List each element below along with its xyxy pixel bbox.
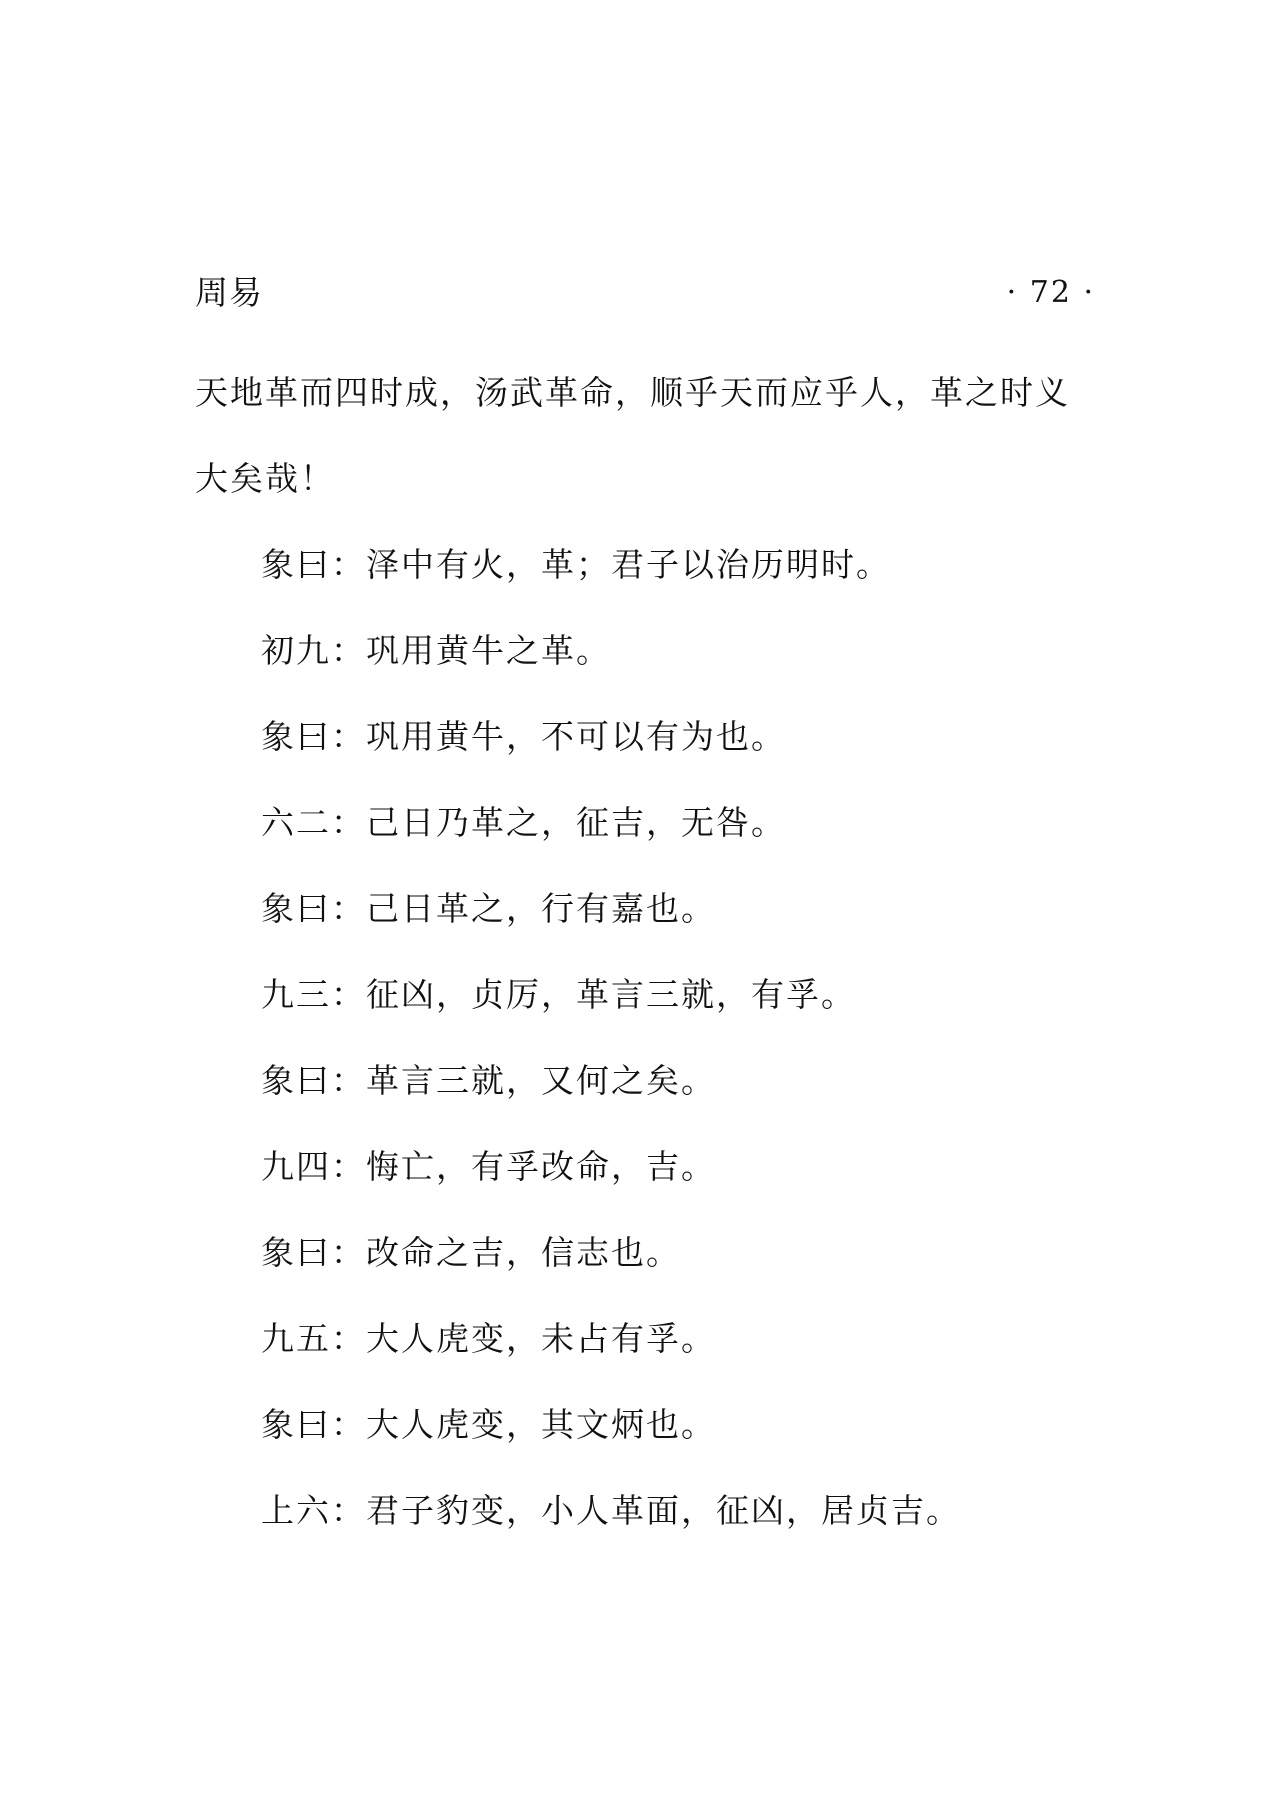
page-header <box>195 270 1095 316</box>
text-line: 初九：巩用黄牛之革。 <box>261 631 611 670</box>
text-line: 上六：君子豹变，小人革面，征凶，居贞吉。 <box>261 1491 961 1530</box>
text-line: 象曰：革言三就，又何之矣。 <box>261 1061 716 1100</box>
text-line: 象曰：巩用黄牛，不可以有为也。 <box>261 717 786 756</box>
book-title: 周易 <box>195 273 263 312</box>
opening-paragraph: 天地革而四时成，汤武革命，顺乎天而应乎人，革之时义大矣哉！ <box>195 373 1070 498</box>
text-line: 象曰：大人虎变，其文炳也。 <box>261 1405 716 1444</box>
text-line: 九四：悔亡，有孚改命，吉。 <box>261 1147 716 1186</box>
body-text <box>195 350 1095 1554</box>
text-line: 九三：征凶，贞厉，革言三就，有孚。 <box>261 975 856 1014</box>
text-line: 象曰：改命之吉，信志也。 <box>261 1233 681 1272</box>
page-number: · 72 · <box>1006 275 1095 310</box>
text-line: 象曰：泽中有火，革；君子以治历明时。 <box>261 545 891 584</box>
text-line: 象曰：己日革之，行有嘉也。 <box>261 889 716 928</box>
text-line: 六二：己日乃革之，征吉，无咎。 <box>261 803 786 842</box>
text-line: 九五：大人虎变，未占有孚。 <box>261 1319 716 1358</box>
